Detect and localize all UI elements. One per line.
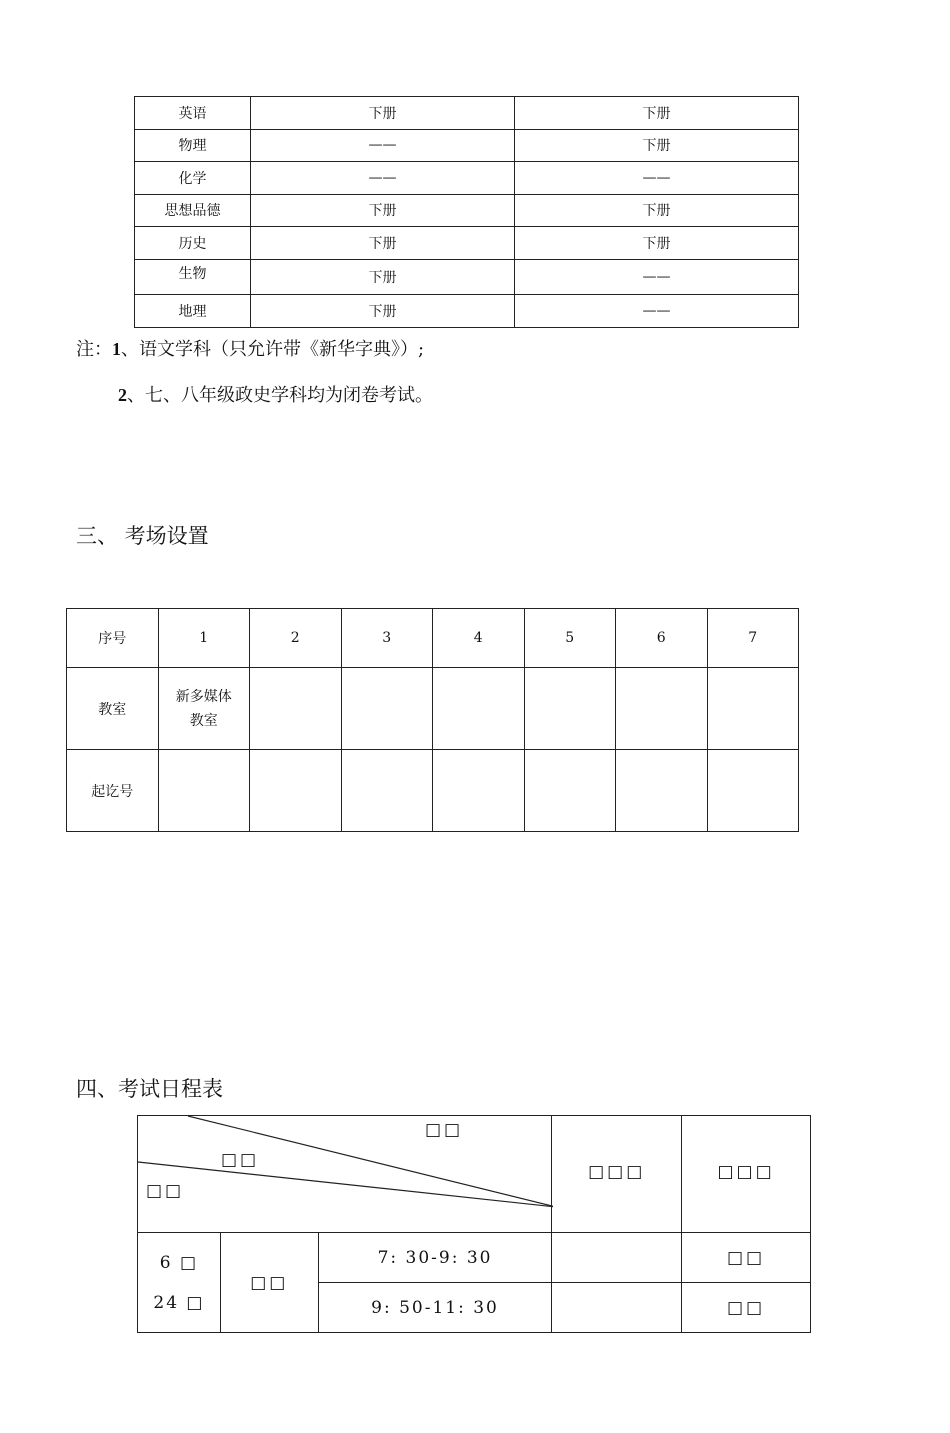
range-cell [158,750,250,832]
subject-cell: 生物 [135,259,251,295]
date-line: 24 □ [153,1292,205,1313]
note-text: 、七、八年级政史学科均为闭卷考试。 [127,385,433,406]
note-text: 、语文学科（只允许带《新华字典》）; [121,339,425,360]
note-line-2 [118,381,433,407]
table-row [135,129,799,162]
textbook-table [134,96,799,328]
scope-cell: 下册 [251,194,515,227]
diagonal-line [138,1162,553,1207]
subject-cell: 英语 [135,97,251,130]
scope-cell: —— [515,259,799,295]
room-cell [524,668,616,750]
room-name-line: 教室 [189,712,218,729]
range-cell [707,750,799,832]
subject-cell: □□ [682,1283,811,1333]
room-cell [433,668,525,750]
section-heading: 四、考试日程表 [76,1077,223,1101]
room-number: 1 [158,609,250,668]
scope-cell: —— [515,295,799,328]
scope-cell: 下册 [251,295,515,328]
range-cell [433,750,525,832]
room-cell [158,668,250,750]
room-number: 2 [250,609,342,668]
row-label: 起讫号 [67,750,159,832]
room-number: 4 [433,609,525,668]
table-row [67,609,799,668]
subject-cell: □□ [682,1233,811,1283]
note-line-1 [76,335,424,361]
subject-cell: 思想品德 [135,194,251,227]
empty-cell [552,1283,682,1333]
room-cell [341,668,433,750]
range-cell [524,750,616,832]
room-number: 7 [707,609,799,668]
table-row [67,668,799,750]
scope-cell: 下册 [515,194,799,227]
scope-cell: 下册 [515,129,799,162]
header-left-label: □□ [146,1181,185,1201]
room-name-line: 新多媒体 [175,688,232,705]
scope-cell: 下册 [251,259,515,295]
time-cell: 7: 30-9: 30 [318,1233,552,1283]
header-cell: □□□ [682,1116,811,1233]
table-row [135,97,799,130]
header-cell: □□□ [552,1116,682,1233]
scope-cell: 下册 [515,227,799,260]
row-label: 教室 [67,668,159,750]
table-row [67,750,799,832]
subject-cell: 物理 [135,129,251,162]
date-line: 6 □ [159,1252,199,1273]
table-row [135,162,799,195]
time-cell: 9: 50-11: 30 [318,1283,552,1333]
date-cell [138,1233,221,1333]
exam-schedule-table [137,1115,811,1333]
scope-cell: —— [251,129,515,162]
note-number: 2 [118,385,127,405]
note-number: 1 [112,339,121,359]
scope-cell: 下册 [515,97,799,130]
diagonal-header-cell [138,1116,552,1233]
header-top-label: □□ [425,1120,464,1140]
range-cell [341,750,433,832]
table-row [138,1233,811,1283]
room-number: 3 [341,609,433,668]
room-number: 5 [524,609,616,668]
table-row [135,295,799,328]
range-cell [250,750,342,832]
range-cell [616,750,708,832]
room-number: 6 [616,609,708,668]
room-cell [616,668,708,750]
scope-cell: —— [515,162,799,195]
empty-cell [552,1233,682,1283]
table-row [138,1116,811,1233]
subject-cell: 地理 [135,295,251,328]
section-heading: 三、 考场设置 [76,524,209,548]
table-row [135,259,799,295]
scope-cell: —— [251,162,515,195]
room-cell [707,668,799,750]
subject-cell: 历史 [135,227,251,260]
table-row [135,227,799,260]
subject-cell: 化学 [135,162,251,195]
note-prefix: 注： [76,339,112,360]
table-row [135,194,799,227]
row-label: 序号 [67,609,159,668]
room-cell [250,668,342,750]
session-cell: □□ [220,1233,318,1333]
header-mid-label: □□ [221,1150,260,1170]
scope-cell: 下册 [251,227,515,260]
exam-room-table [66,608,799,832]
diagonal-lines [138,1116,553,1232]
scope-cell: 下册 [251,97,515,130]
